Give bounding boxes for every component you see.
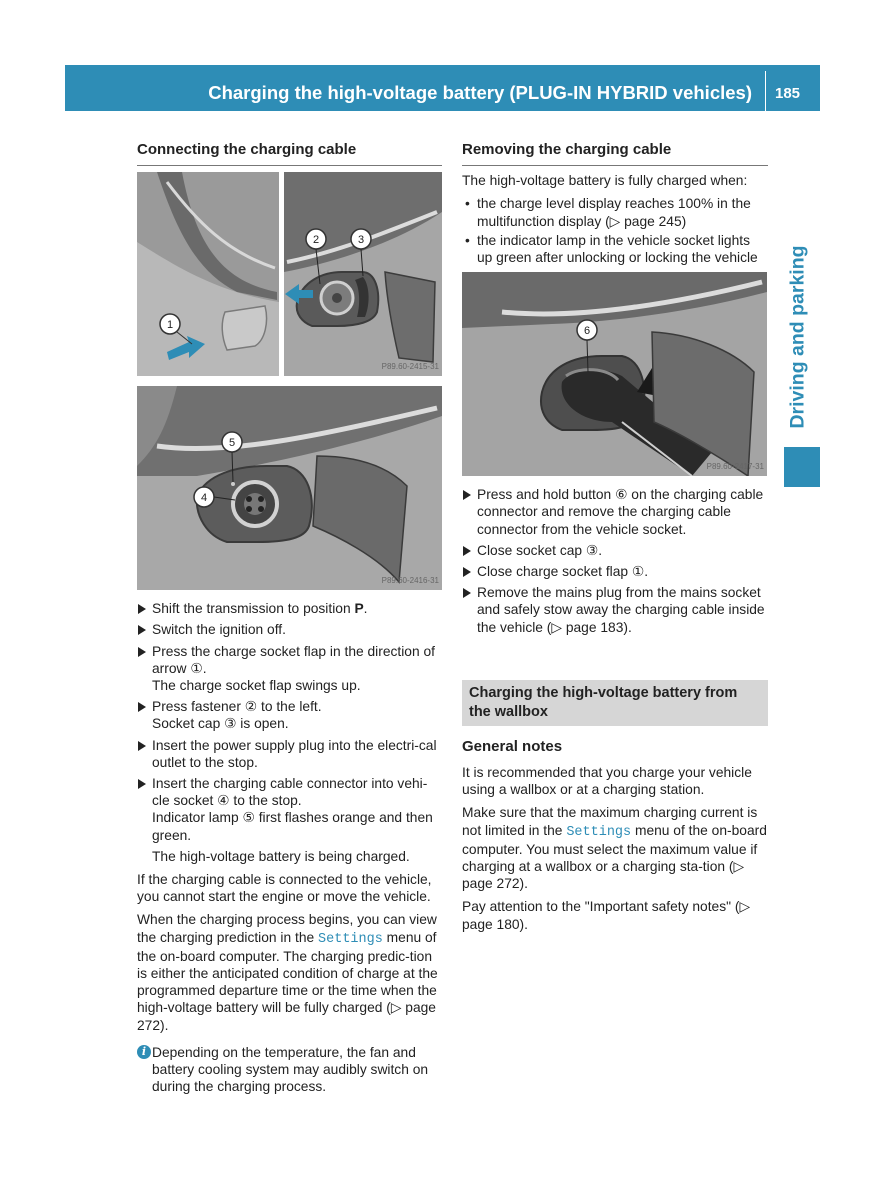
step-result: The charge socket flap swings up. xyxy=(152,678,361,694)
figure-code: P89.60-2417-31 xyxy=(706,462,764,472)
page-number: 185 xyxy=(775,85,801,102)
list-item: Close charge socket flap ①. xyxy=(462,563,768,580)
step-text: Switch the ignition off. xyxy=(152,622,286,638)
left-column xyxy=(137,138,442,1095)
list-item: • the charge level display reaches 100% in the multifunction display (▷ page 245) xyxy=(462,195,768,229)
list-item: Close socket cap ③. xyxy=(462,542,768,559)
header-divider xyxy=(765,71,766,111)
figure-removing-connector xyxy=(462,272,767,476)
figure-illustration xyxy=(462,272,767,476)
gear-position: P xyxy=(354,601,364,617)
step-text: Insert the charging cable connector into vehi-cle socket ④ to the stop. xyxy=(152,776,428,809)
step-text: Shift the transmission to position xyxy=(152,601,355,617)
figure-code: P89.60-2415-31 xyxy=(381,362,439,371)
list-item: • the indicator lamp in the vehicle socket lights up green after unlocking or locking the vehicle xyxy=(462,232,768,266)
figure-code: P89.60-2416-31 xyxy=(381,576,439,585)
connecting-steps xyxy=(137,600,442,865)
callout-3: 3 xyxy=(357,234,365,247)
callout-4: 4 xyxy=(200,492,208,505)
section-heading-wallbox: Charging the high-voltage battery from the wallbox xyxy=(462,680,768,726)
side-tab-label: Driving and parking xyxy=(786,245,809,429)
right-column xyxy=(462,138,768,939)
page-header xyxy=(65,65,820,111)
list-item xyxy=(137,737,442,771)
info-note xyxy=(137,1044,442,1096)
figure-illustration xyxy=(137,386,442,590)
step-result: Socket cap ③ is open. xyxy=(152,716,289,732)
info-text: Depending on the temperature, the fan and battery cooling system may audibly switch on during the charging process. xyxy=(152,1044,429,1095)
settings-menu-term: Settings xyxy=(566,824,632,840)
paragraph-recommendation: It is recommended that you charge your vehicle using a wallbox or at a charging station. xyxy=(462,765,752,798)
side-tab xyxy=(778,232,818,442)
figure-connecting-socket-flap xyxy=(137,172,442,376)
list-item xyxy=(137,600,442,617)
paragraph-engine-lock: If the charging cable is connected to the vehicle, you cannot start the engine or move the vehicle. xyxy=(137,872,432,905)
callout-2: 2 xyxy=(312,234,320,247)
step-text: Press fastener ② to the left. xyxy=(152,699,322,715)
removing-steps xyxy=(462,486,768,636)
paragraph-charging-current xyxy=(462,804,768,892)
paragraph-text: Make sure that the maximum charging current is not limited in the xyxy=(462,805,758,838)
callout-5: 5 xyxy=(228,437,236,450)
callout-1: 1 xyxy=(166,319,174,332)
subheading-general-notes: General notes xyxy=(462,737,563,755)
step-result: The high-voltage battery is being charged. xyxy=(152,848,410,864)
paragraph-text: menu of the on-board computer. The charging predic-tion is either the anticipated condition of charge at the programmed departure time or the time when the high-voltage battery will be fully charged (▷ page 272). xyxy=(137,929,438,1033)
list-item xyxy=(137,643,442,695)
list-item xyxy=(137,621,442,638)
step-text: Insert the power supply plug into the electri-cal outlet to the stop. xyxy=(152,737,437,770)
step-text: . xyxy=(363,601,368,617)
section-heading-connecting: Connecting the charging cable xyxy=(137,138,442,166)
fully-charged-conditions xyxy=(462,195,768,266)
chapter-title: Charging the high-voltage battery (PLUG-IN HYBRID vehicles) xyxy=(208,82,752,103)
list-item: Remove the mains plug from the mains socket and safely stow away the charging cable inside the vehicle (▷ page 183). xyxy=(462,584,768,636)
step-text: Press the charge socket flap in the direction of arrow ①. xyxy=(152,643,435,676)
figure-plugging-in xyxy=(137,386,442,590)
callout-6: 6 xyxy=(583,325,591,338)
paragraph-fully-charged: The high-voltage battery is fully charged when: xyxy=(462,173,748,189)
settings-menu-term: Settings xyxy=(318,931,383,947)
figure-illustration xyxy=(137,172,442,376)
paragraph-text: When the charging process begins, you can view the charging prediction in the xyxy=(137,912,437,945)
section-heading-removing: Removing the charging cable xyxy=(462,138,768,166)
paragraph-safety-notes: Pay attention to the "Important safety notes" (▷ page 180). xyxy=(462,899,751,932)
list-item xyxy=(137,698,442,732)
list-item xyxy=(137,775,442,865)
list-item: Press and hold button ⑥ on the charging cable connector and remove the charging cable connector from the vehicle socket. xyxy=(462,486,768,538)
step-result: Indicator lamp ⑤ first flashes orange and then green. xyxy=(152,810,433,843)
paragraph-charging-prediction xyxy=(137,911,442,1033)
side-tab-marker xyxy=(784,447,820,487)
info-icon: i xyxy=(137,1045,151,1059)
paragraph-text: menu of the on-board computer. You must select the maximum value if charging at a wallbox or a charging sta-tion (▷ page 272). xyxy=(462,822,767,892)
